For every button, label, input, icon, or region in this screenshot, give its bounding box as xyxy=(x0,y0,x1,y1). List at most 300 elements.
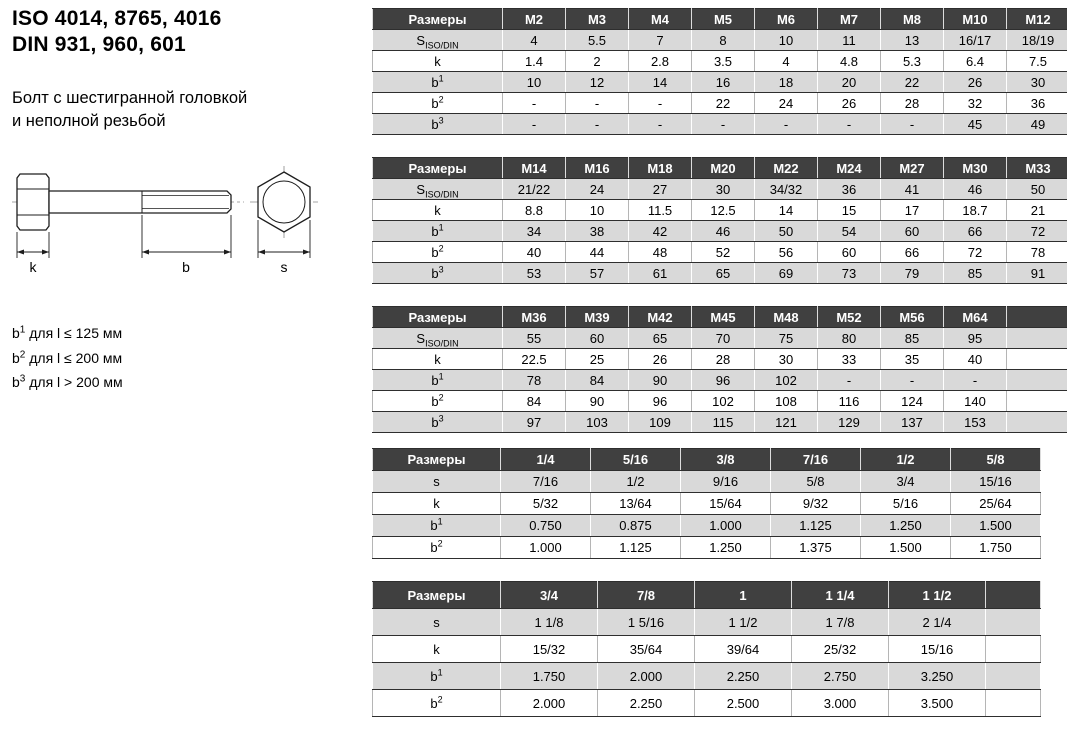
table-row xyxy=(373,72,1067,93)
value-cell: 44 xyxy=(566,242,629,263)
header-size-M48: M48 xyxy=(755,307,818,328)
value-cell: 1.4 xyxy=(503,51,566,72)
value-cell: 57 xyxy=(566,263,629,284)
header-size-1 1/2: 1 1/2 xyxy=(889,582,986,609)
value-cell: 34 xyxy=(503,221,566,242)
row-label: $b^2$ xyxy=(373,242,503,263)
dimension-table-5 xyxy=(372,581,1041,717)
value-cell: 21/22 xyxy=(503,179,566,200)
value-cell: 33 xyxy=(818,349,881,370)
value-cell: 5/16 xyxy=(861,493,951,515)
value-cell: 5/32 xyxy=(501,493,591,515)
value-cell: 1.500 xyxy=(861,537,951,559)
header-size-M27: M27 xyxy=(881,158,944,179)
row-label: $b^2$ xyxy=(373,391,503,412)
bolt-head-hex-view xyxy=(258,172,310,232)
value-cell: - xyxy=(818,114,881,135)
table-row xyxy=(373,370,1067,391)
value-cell: 3/4 xyxy=(861,471,951,493)
value-cell: 3.5 xyxy=(692,51,755,72)
value-cell: 21 xyxy=(1007,200,1067,221)
table-row xyxy=(373,221,1067,242)
value-cell: 3.250 xyxy=(889,663,986,690)
value-cell: 1 7/8 xyxy=(792,609,889,636)
value-cell: 1.750 xyxy=(951,537,1041,559)
row-label: $b^1$ xyxy=(373,221,503,242)
value-cell: 30 xyxy=(1007,72,1067,93)
value-cell: 1.250 xyxy=(861,515,951,537)
value-cell: - xyxy=(944,370,1007,391)
header-size-M16: M16 xyxy=(566,158,629,179)
value-cell: 85 xyxy=(881,328,944,349)
header-size-5/8: 5/8 xyxy=(951,449,1041,471)
header-size-1/4: 1/4 xyxy=(501,449,591,471)
value-cell: - xyxy=(881,114,944,135)
row-label: $b^2$ xyxy=(373,93,503,114)
value-cell: 52 xyxy=(692,242,755,263)
title-din: DIN 931, 960, 601 xyxy=(12,32,368,58)
header-size-M4: M4 xyxy=(629,9,692,30)
row-label: k xyxy=(373,349,503,370)
value-cell: 72 xyxy=(944,242,1007,263)
value-cell: 1.375 xyxy=(771,537,861,559)
value-cell: 140 xyxy=(944,391,1007,412)
value-cell: 50 xyxy=(1007,179,1067,200)
header-sizes-label: Размеры xyxy=(373,158,503,179)
table-row xyxy=(373,114,1067,135)
value-cell: 10 xyxy=(503,72,566,93)
row-label: $b^3$ xyxy=(373,412,503,433)
value-cell: 26 xyxy=(629,349,692,370)
value-cell: 36 xyxy=(1007,93,1067,114)
table-row xyxy=(373,93,1067,114)
table-row xyxy=(373,391,1067,412)
value-cell: 153 xyxy=(944,412,1007,433)
row-label: k xyxy=(373,200,503,221)
dim-label-b: b xyxy=(182,259,190,275)
value-cell: 55 xyxy=(503,328,566,349)
table-header-row xyxy=(373,9,1067,30)
value-cell: 9/32 xyxy=(771,493,861,515)
bolt-drawing-svg xyxy=(12,164,332,276)
value-cell: - xyxy=(503,93,566,114)
header-size-M52: M52 xyxy=(818,307,881,328)
note-b2: $b^2$ для l ≤ 200 мм xyxy=(12,346,368,371)
value-cell: 129 xyxy=(818,412,881,433)
value-cell: 25/64 xyxy=(951,493,1041,515)
value-cell: 2 1/4 xyxy=(889,609,986,636)
table-row xyxy=(373,493,1041,515)
value-cell: 7/16 xyxy=(501,471,591,493)
table-row xyxy=(373,242,1067,263)
table-row xyxy=(373,609,1041,636)
value-cell: 11 xyxy=(818,30,881,51)
dimension-table-3 xyxy=(372,306,1067,433)
value-cell: 54 xyxy=(818,221,881,242)
value-cell: 18/19 xyxy=(1007,30,1067,51)
header-sizes-label: Размеры xyxy=(373,582,501,609)
header-size-5/16: 5/16 xyxy=(591,449,681,471)
value-cell: 22 xyxy=(692,93,755,114)
value-cell: 75 xyxy=(755,328,818,349)
value-cell: 8 xyxy=(692,30,755,51)
dimension-b xyxy=(142,215,231,275)
value-cell: 70 xyxy=(692,328,755,349)
bolt-side-view xyxy=(17,174,231,230)
value-cell: - xyxy=(566,93,629,114)
value-cell: 40 xyxy=(503,242,566,263)
value-cell xyxy=(1007,370,1067,391)
value-cell: 17 xyxy=(881,200,944,221)
value-cell: 78 xyxy=(1007,242,1067,263)
value-cell: 91 xyxy=(1007,263,1067,284)
header-size-M2: M2 xyxy=(503,9,566,30)
table-row xyxy=(373,690,1041,717)
value-cell: 78 xyxy=(503,370,566,391)
value-cell: 60 xyxy=(818,242,881,263)
value-cell: 102 xyxy=(755,370,818,391)
value-cell: 2.000 xyxy=(501,690,598,717)
table-row xyxy=(373,412,1067,433)
table-header-row xyxy=(373,582,1041,609)
value-cell: 2.500 xyxy=(695,690,792,717)
value-cell: 2 xyxy=(566,51,629,72)
row-label: k xyxy=(373,636,501,663)
value-cell: 12.5 xyxy=(692,200,755,221)
value-cell: 15/16 xyxy=(951,471,1041,493)
row-label: $b^1$ xyxy=(373,370,503,391)
table-row xyxy=(373,179,1067,200)
value-cell: 8.8 xyxy=(503,200,566,221)
table-row xyxy=(373,328,1067,349)
value-cell: 12 xyxy=(566,72,629,93)
value-cell: 45 xyxy=(944,114,1007,135)
header-size-1/2: 1/2 xyxy=(861,449,951,471)
header-size-3/8: 3/8 xyxy=(681,449,771,471)
value-cell: 26 xyxy=(944,72,1007,93)
value-cell: 124 xyxy=(881,391,944,412)
value-cell: 27 xyxy=(629,179,692,200)
value-cell: 1.125 xyxy=(591,537,681,559)
value-cell: 72 xyxy=(1007,221,1067,242)
header-size-M12: M12 xyxy=(1007,9,1067,30)
header-size-M42: M42 xyxy=(629,307,692,328)
table-header-row xyxy=(373,307,1067,328)
value-cell: 137 xyxy=(881,412,944,433)
value-cell: 1.250 xyxy=(681,537,771,559)
value-cell: 30 xyxy=(755,349,818,370)
value-cell: 115 xyxy=(692,412,755,433)
bolt-shank xyxy=(49,191,231,213)
row-label: $b^1$ xyxy=(373,663,501,690)
value-cell: - xyxy=(818,370,881,391)
dimension-table-4 xyxy=(372,448,1041,559)
value-cell: 2.000 xyxy=(598,663,695,690)
value-cell: 121 xyxy=(755,412,818,433)
bolt-head-side xyxy=(17,174,49,230)
header-size-M24: M24 xyxy=(818,158,881,179)
notes xyxy=(12,321,368,395)
value-cell: 9/16 xyxy=(681,471,771,493)
value-cell: 2.8 xyxy=(629,51,692,72)
value-cell: 1/2 xyxy=(591,471,681,493)
subtitle-line1: Болт с шестигранной головкой xyxy=(12,87,368,111)
note-b3: $b^3$ для l > 200 мм xyxy=(12,370,368,395)
value-cell: 116 xyxy=(818,391,881,412)
header-size-M64: M64 xyxy=(944,307,1007,328)
row-label: s xyxy=(373,609,501,636)
value-cell: 48 xyxy=(629,242,692,263)
left-panel xyxy=(12,6,368,395)
table-row xyxy=(373,51,1067,72)
value-cell: 25 xyxy=(566,349,629,370)
value-cell: 1 1/8 xyxy=(501,609,598,636)
value-cell: 2.750 xyxy=(792,663,889,690)
value-cell: 34/32 xyxy=(755,179,818,200)
value-cell: 109 xyxy=(629,412,692,433)
value-cell: 18 xyxy=(755,72,818,93)
value-cell: 5.5 xyxy=(566,30,629,51)
subtitle-line2: и неполной резьбой xyxy=(12,110,368,134)
value-cell: 66 xyxy=(944,221,1007,242)
value-cell: 18.7 xyxy=(944,200,1007,221)
header-size-M3: M3 xyxy=(566,9,629,30)
value-cell: 22.5 xyxy=(503,349,566,370)
value-cell xyxy=(986,690,1041,717)
header-size-M39: M39 xyxy=(566,307,629,328)
table-row xyxy=(373,515,1041,537)
value-cell: 30 xyxy=(692,179,755,200)
header-size-M45: M45 xyxy=(692,307,755,328)
value-cell: 4.8 xyxy=(818,51,881,72)
value-cell: 15/32 xyxy=(501,636,598,663)
header-size-M14: M14 xyxy=(503,158,566,179)
value-cell: 10 xyxy=(566,200,629,221)
value-cell: 103 xyxy=(566,412,629,433)
value-cell: 0.875 xyxy=(591,515,681,537)
value-cell: 32 xyxy=(944,93,1007,114)
value-cell: 11.5 xyxy=(629,200,692,221)
header-size-empty xyxy=(1007,307,1067,328)
value-cell: 7 xyxy=(629,30,692,51)
value-cell: 0.750 xyxy=(501,515,591,537)
table-row xyxy=(373,636,1041,663)
value-cell: 49 xyxy=(1007,114,1067,135)
subtitle xyxy=(12,87,368,135)
value-cell: - xyxy=(692,114,755,135)
row-label: $b^1$ xyxy=(373,72,503,93)
row-label: k xyxy=(373,51,503,72)
value-cell: 79 xyxy=(881,263,944,284)
value-cell: 24 xyxy=(755,93,818,114)
header-size-3/4: 3/4 xyxy=(501,582,598,609)
value-cell: 42 xyxy=(629,221,692,242)
value-cell: 35 xyxy=(881,349,944,370)
value-cell: 84 xyxy=(503,391,566,412)
header-size-M6: M6 xyxy=(755,9,818,30)
dim-label-k: k xyxy=(30,259,38,275)
header-size-empty xyxy=(986,582,1041,609)
value-cell: 14 xyxy=(755,200,818,221)
table-row xyxy=(373,349,1067,370)
value-cell: 90 xyxy=(629,370,692,391)
header-size-7/8: 7/8 xyxy=(598,582,695,609)
value-cell: 15/64 xyxy=(681,493,771,515)
value-cell: 80 xyxy=(818,328,881,349)
value-cell: 66 xyxy=(881,242,944,263)
header-size-M36: M36 xyxy=(503,307,566,328)
header-size-M33: M33 xyxy=(1007,158,1067,179)
value-cell: 61 xyxy=(629,263,692,284)
header-size-1 1/4: 1 1/4 xyxy=(792,582,889,609)
value-cell: 1.000 xyxy=(501,537,591,559)
header-size-M5: M5 xyxy=(692,9,755,30)
value-cell: 14 xyxy=(629,72,692,93)
value-cell: 22 xyxy=(881,72,944,93)
table-header-row xyxy=(373,158,1067,179)
value-cell: - xyxy=(881,370,944,391)
value-cell: 85 xyxy=(944,263,1007,284)
title-iso: ISO 4014, 8765, 4016 xyxy=(12,6,368,32)
value-cell: 2.250 xyxy=(695,663,792,690)
value-cell: 3.000 xyxy=(792,690,889,717)
row-label: $S_{ISO/DIN}$ xyxy=(373,179,503,200)
value-cell: 35/64 xyxy=(598,636,695,663)
value-cell: 96 xyxy=(629,391,692,412)
value-cell: 56 xyxy=(755,242,818,263)
header-size-M20: M20 xyxy=(692,158,755,179)
dimension-k xyxy=(17,232,49,275)
header-size-M8: M8 xyxy=(881,9,944,30)
value-cell: 15 xyxy=(818,200,881,221)
table-row xyxy=(373,30,1067,51)
value-cell: 15/16 xyxy=(889,636,986,663)
value-cell: 2.250 xyxy=(598,690,695,717)
value-cell: 97 xyxy=(503,412,566,433)
value-cell: 50 xyxy=(755,221,818,242)
value-cell: 5.3 xyxy=(881,51,944,72)
dimension-table-1 xyxy=(372,8,1067,135)
value-cell: 53 xyxy=(503,263,566,284)
value-cell: 1.000 xyxy=(681,515,771,537)
value-cell xyxy=(1007,328,1067,349)
table-row xyxy=(373,200,1067,221)
value-cell: - xyxy=(503,114,566,135)
row-label: $b^2$ xyxy=(373,690,501,717)
value-cell: 73 xyxy=(818,263,881,284)
value-cell: 90 xyxy=(566,391,629,412)
value-cell: - xyxy=(566,114,629,135)
value-cell: 95 xyxy=(944,328,1007,349)
value-cell: 13 xyxy=(881,30,944,51)
value-cell: 41 xyxy=(881,179,944,200)
value-cell: 28 xyxy=(881,93,944,114)
note-b1: $b^1$ для l ≤ 125 мм xyxy=(12,321,368,346)
value-cell: 65 xyxy=(629,328,692,349)
value-cell: 24 xyxy=(566,179,629,200)
header-size-M18: M18 xyxy=(629,158,692,179)
table-row xyxy=(373,263,1067,284)
value-cell: 96 xyxy=(692,370,755,391)
value-cell: 65 xyxy=(692,263,755,284)
row-label: $b^1$ xyxy=(373,515,501,537)
dimension-table-2 xyxy=(372,157,1067,284)
dim-label-s: s xyxy=(281,259,288,275)
value-cell: 1 5/16 xyxy=(598,609,695,636)
value-cell: - xyxy=(755,114,818,135)
value-cell: 16 xyxy=(692,72,755,93)
value-cell: 39/64 xyxy=(695,636,792,663)
header-size-M10: M10 xyxy=(944,9,1007,30)
value-cell: 36 xyxy=(818,179,881,200)
header-sizes-label: Размеры xyxy=(373,449,501,471)
value-cell xyxy=(986,663,1041,690)
row-label: s xyxy=(373,471,501,493)
value-cell: 46 xyxy=(944,179,1007,200)
table-row xyxy=(373,663,1041,690)
value-cell: 1.500 xyxy=(951,515,1041,537)
value-cell: 1 1/2 xyxy=(695,609,792,636)
value-cell: 102 xyxy=(692,391,755,412)
value-cell: 10 xyxy=(755,30,818,51)
value-cell: 38 xyxy=(566,221,629,242)
value-cell: 60 xyxy=(566,328,629,349)
header-size-7/16: 7/16 xyxy=(771,449,861,471)
header-size-M7: M7 xyxy=(818,9,881,30)
value-cell xyxy=(1007,391,1067,412)
value-cell: 20 xyxy=(818,72,881,93)
value-cell: 60 xyxy=(881,221,944,242)
value-cell: - xyxy=(629,93,692,114)
value-cell: 16/17 xyxy=(944,30,1007,51)
value-cell: 25/32 xyxy=(792,636,889,663)
value-cell: - xyxy=(629,114,692,135)
tables-panel xyxy=(372,8,1067,739)
table-row xyxy=(373,471,1041,493)
value-cell: 1.750 xyxy=(501,663,598,690)
header-size-M56: M56 xyxy=(881,307,944,328)
table-row xyxy=(373,537,1041,559)
value-cell xyxy=(1007,349,1067,370)
value-cell: 108 xyxy=(755,391,818,412)
value-cell xyxy=(1007,412,1067,433)
value-cell: 3.500 xyxy=(889,690,986,717)
value-cell: 26 xyxy=(818,93,881,114)
row-label: k xyxy=(373,493,501,515)
value-cell xyxy=(986,609,1041,636)
document-title xyxy=(12,6,368,59)
value-cell: 4 xyxy=(755,51,818,72)
row-label: $S_{ISO/DIN}$ xyxy=(373,328,503,349)
value-cell: 69 xyxy=(755,263,818,284)
row-label: $b^3$ xyxy=(373,114,503,135)
bolt-drawing xyxy=(12,164,368,281)
value-cell: 28 xyxy=(692,349,755,370)
header-size-M30: M30 xyxy=(944,158,1007,179)
row-label: $b^3$ xyxy=(373,263,503,284)
value-cell xyxy=(986,636,1041,663)
row-label: $S_{ISO/DIN}$ xyxy=(373,30,503,51)
value-cell: 40 xyxy=(944,349,1007,370)
value-cell: 13/64 xyxy=(591,493,681,515)
value-cell: 46 xyxy=(692,221,755,242)
value-cell: 84 xyxy=(566,370,629,391)
header-size-1: 1 xyxy=(695,582,792,609)
value-cell: 7.5 xyxy=(1007,51,1067,72)
value-cell: 6.4 xyxy=(944,51,1007,72)
value-cell: 5/8 xyxy=(771,471,861,493)
header-size-M22: M22 xyxy=(755,158,818,179)
